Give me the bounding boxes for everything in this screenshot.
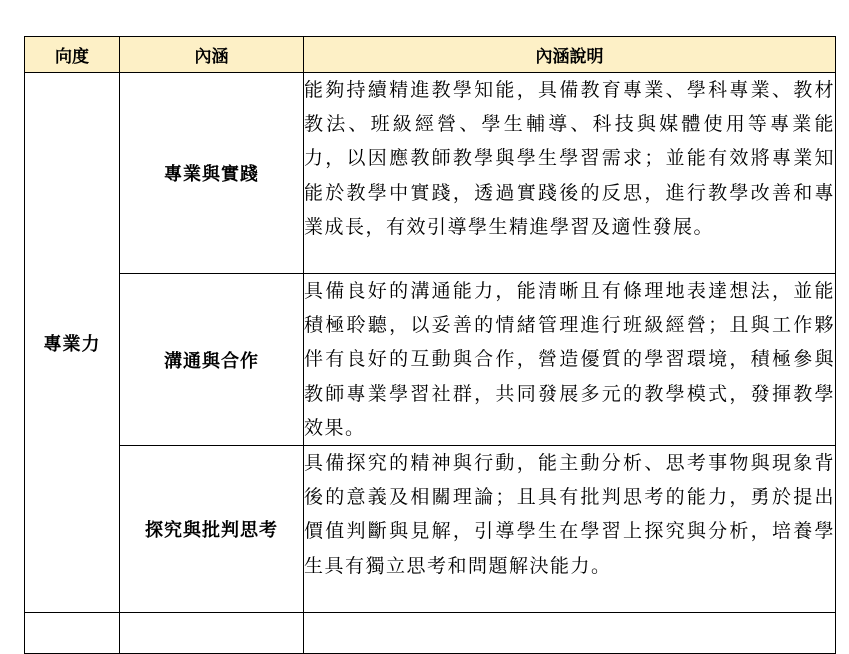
connotation-cell: 探究與批判思考	[120, 446, 304, 613]
empty-cell	[120, 613, 304, 654]
header-dimension: 向度	[25, 37, 120, 73]
description-cell: 具備探究的精神與行動，能主動分析、思考事物與現象背後的意義及相關理論；且具有批判思考的能力，勇於提出價值判斷與見解，引導學生在學習上探究與分析，培養學生具有獨立思考和問題解決能力。	[304, 446, 836, 613]
header-description: 內涵說明	[304, 37, 836, 73]
table-row	[25, 73, 836, 274]
header-connotation: 內涵	[120, 37, 304, 73]
header-row	[25, 37, 836, 73]
connotation-cell: 溝通與合作	[120, 274, 304, 446]
description-cell: 具備良好的溝通能力，能清晰且有條理地表達想法，並能積極聆聽，以妥善的情緒管理進行班級經營；且與工作夥伴有良好的互動與合作，營造優質的學習環境，積極參與教師專業學習社群，共同發展多元的教學模式，發揮教學效果。	[304, 274, 836, 446]
competency-table	[24, 36, 836, 654]
dimension-cell: 專業力	[25, 73, 120, 613]
empty-cell	[304, 613, 836, 654]
table-row	[25, 274, 836, 446]
connotation-cell: 專業與實踐	[120, 73, 304, 274]
description-cell: 能夠持續精進教學知能，具備教育專業、學科專業、教材教法、班級經營、學生輔導、科技與媒體使用等專業能力，以因應教師教學與學生學習需求；並能有效將專業知能於教學中實踐，透過實踐後的反思，進行教學改善和專業成長，有效引導學生精進學習及適性發展。	[304, 73, 836, 274]
table-row	[25, 446, 836, 613]
empty-cell	[25, 613, 120, 654]
table-row-cut-off	[25, 613, 836, 654]
